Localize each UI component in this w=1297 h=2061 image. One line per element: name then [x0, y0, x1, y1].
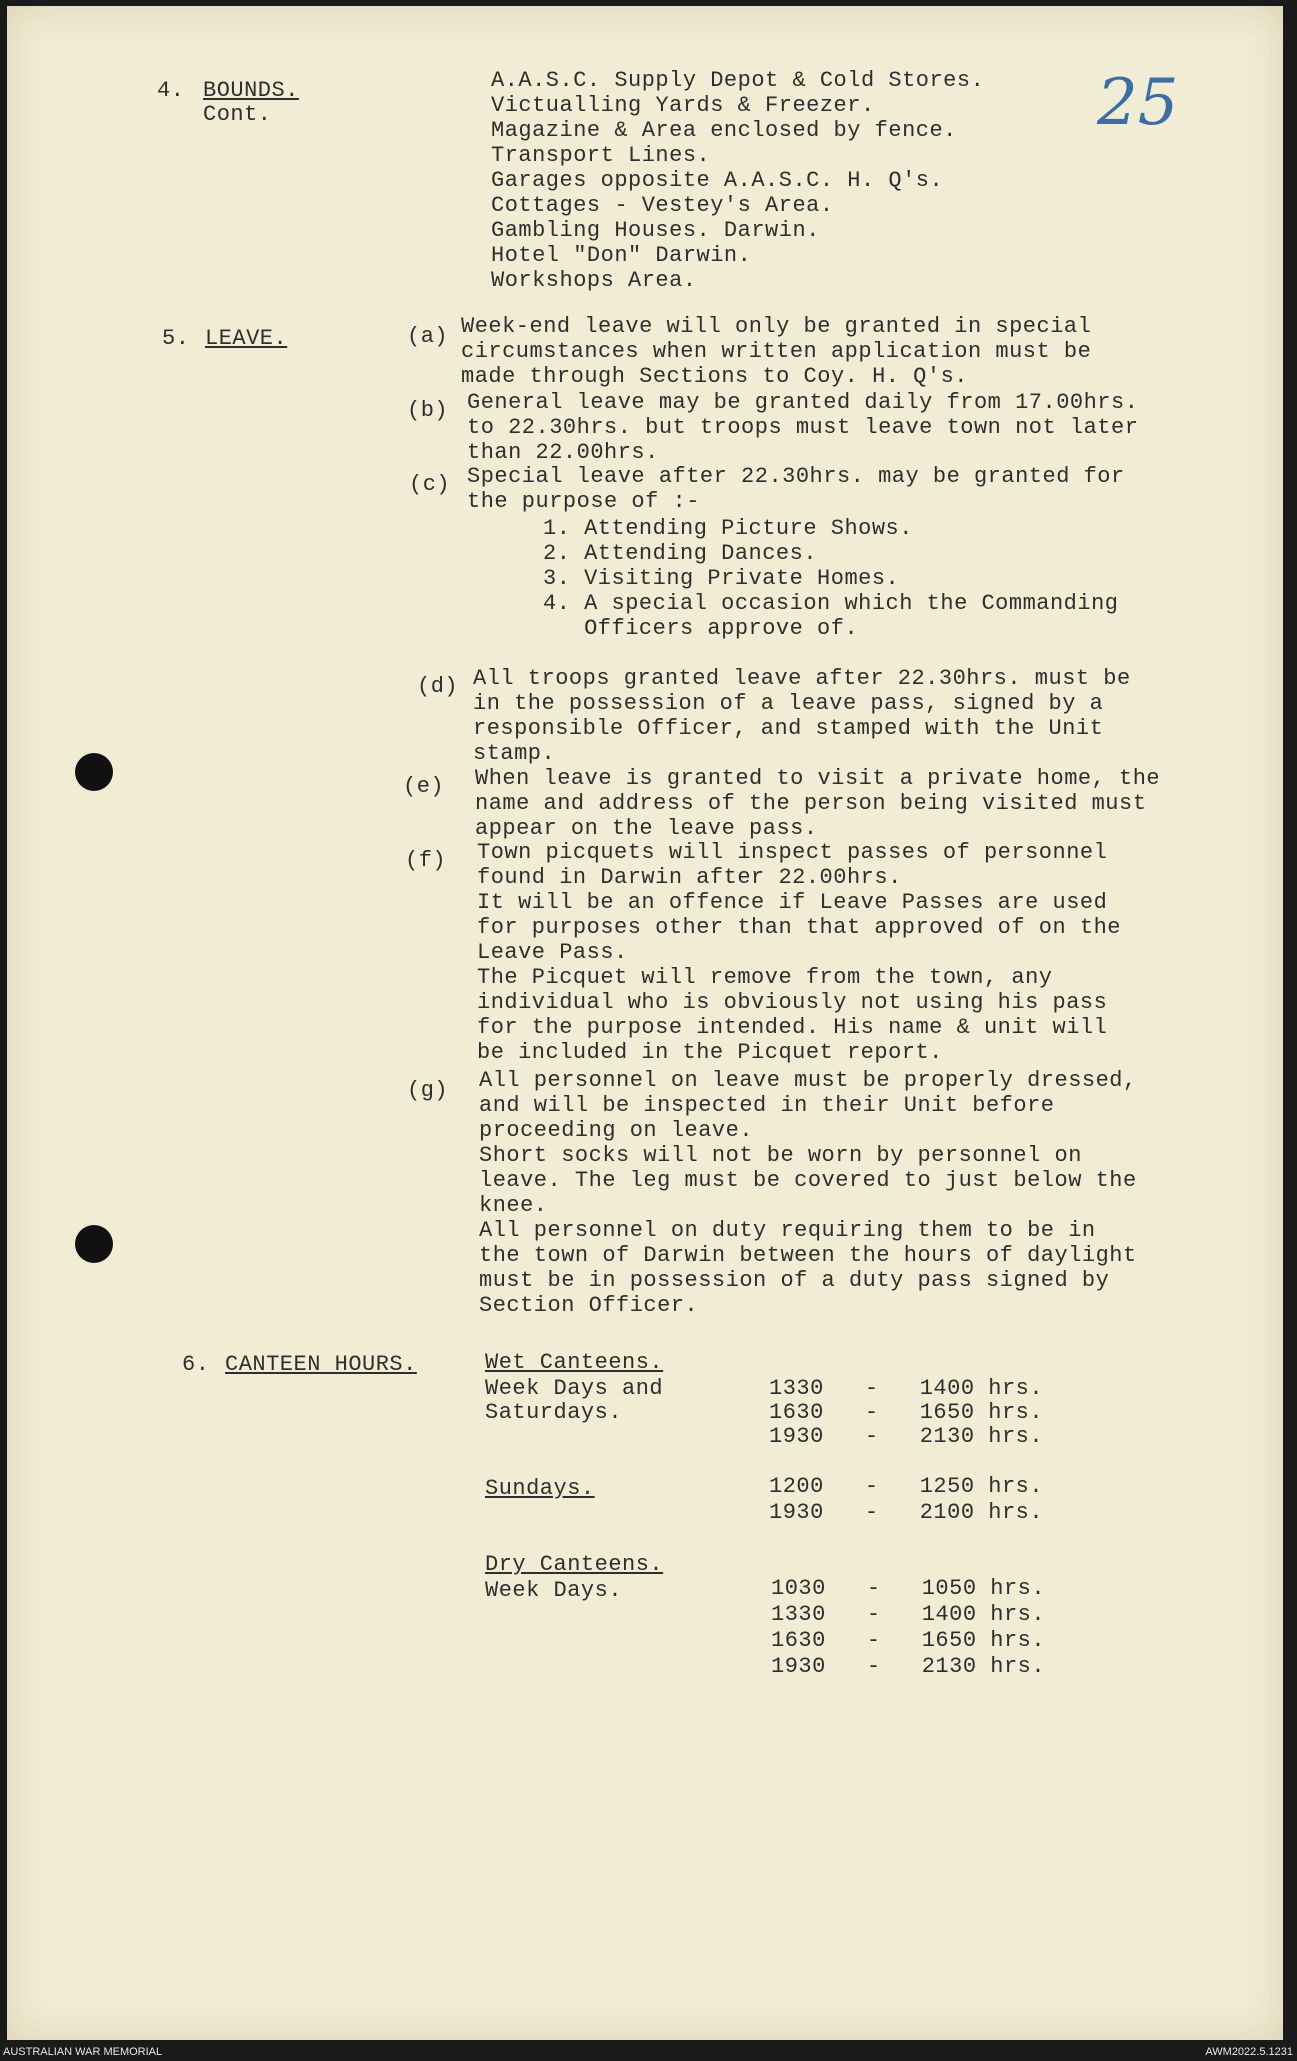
wet-days-label: Week Days and [485, 1376, 664, 1401]
text-line: Week-end leave will only be granted in special [461, 314, 1092, 339]
text-line: individual who is obviously not using his pass [477, 990, 1108, 1015]
punch-hole-bottom [75, 1225, 113, 1263]
sub-item: 4. A special occasion which the Commanding [543, 591, 1119, 616]
text-line: the purpose of :- [467, 489, 700, 514]
folio-number: 25 [1097, 66, 1179, 140]
s5-g-text [479, 1068, 1137, 1318]
s5-f-label: (f) [405, 848, 447, 873]
s4-item: Gambling Houses. Darwin. [491, 218, 820, 243]
hours-row: 1930 - 2100 hrs. [769, 1500, 1044, 1525]
text-line: circumstances when written application must be [461, 339, 1092, 364]
s4-cont: Cont. [203, 102, 272, 127]
s4-number: 4. [157, 78, 185, 103]
sub-item: 2. Attending Dances. [543, 541, 818, 566]
hours-row: 1630 - 1650 hrs. [769, 1400, 1044, 1425]
text-line: Town picquets will inspect passes of personnel [477, 840, 1108, 865]
s5-g-label: (g) [407, 1078, 449, 1103]
punch-hole-top [75, 753, 113, 791]
s4-heading: BOUNDS. [203, 78, 299, 103]
hours-row: 1630 - 1650 hrs. [771, 1628, 1046, 1653]
wet-canteens-heading: Wet Canteens. [485, 1350, 664, 1375]
s4-item: Victualling Yards & Freezer. [491, 93, 875, 118]
text-line: proceeding on leave. [479, 1118, 754, 1143]
s4-item: Workshops Area. [491, 268, 697, 293]
sub-item: 3. Visiting Private Homes. [543, 566, 900, 591]
text-line: be included in the Picquet report. [477, 1040, 943, 1065]
s4-list [491, 68, 984, 293]
text-line: Special leave after 22.30hrs. may be granted for [467, 464, 1125, 489]
text-line: found in Darwin after 22.00hrs. [477, 865, 902, 890]
text-line: All troops granted leave after 22.30hrs. must be [473, 666, 1131, 691]
s5-f-text [477, 840, 1121, 1065]
s4-item: Cottages - Vestey's Area. [491, 193, 834, 218]
sub-item: Officers approve of. [543, 616, 859, 641]
text-line: appear on the leave pass. [475, 816, 818, 841]
text-line: and will be inspected in their Unit before [479, 1093, 1055, 1118]
hours-row: 1030 - 1050 hrs. [771, 1576, 1046, 1601]
s4-item: Magazine & Area enclosed by fence. [491, 118, 957, 143]
text-line: Section Officer. [479, 1293, 699, 1318]
s6-heading: CANTEEN HOURS. [225, 1352, 417, 1377]
sub-item: 1. Attending Picture Shows. [543, 516, 913, 541]
s5-number: 5. [162, 326, 190, 351]
hours-row: 1330 - 1400 hrs. [769, 1376, 1044, 1401]
s6-number: 6. [182, 1352, 210, 1377]
hours-row: 1930 - 2130 hrs. [769, 1424, 1044, 1449]
s5-d-text [473, 666, 1131, 766]
sundays-heading: Sundays. [485, 1476, 595, 1501]
text-line: Leave Pass. [477, 940, 628, 965]
text-line: The Picquet will remove from the town, any [477, 965, 1053, 990]
text-line: All personnel on leave must be properly dressed, [479, 1068, 1137, 1093]
text-line: stamp. [473, 741, 556, 766]
text-line: made through Sections to Coy. H. Q's. [461, 364, 968, 389]
s4-item: A.A.S.C. Supply Depot & Cold Stores. [491, 68, 985, 93]
s5-a-label: (a) [407, 324, 449, 349]
dry-days-label: Week Days. [485, 1578, 623, 1603]
s5-e-text [475, 766, 1160, 841]
s5-c-text [467, 464, 1125, 514]
s4-item: Garages opposite A.A.S.C. H. Q's. [491, 168, 944, 193]
text-line: for the purpose intended. His name & unit will [477, 1015, 1108, 1040]
s5-c-sublist [543, 516, 1119, 641]
s5-b-text [467, 390, 1138, 465]
footer-archive-name: AUSTRALIAN WAR MEMORIAL [3, 2046, 163, 2058]
s5-c-label: (c) [409, 472, 451, 497]
text-line: It will be an offence if Leave Passes are used [477, 890, 1108, 915]
hours-row: 1330 - 1400 hrs. [771, 1602, 1046, 1627]
text-line: responsible Officer, and stamped with the Unit [473, 716, 1104, 741]
wet-saturdays-label: Saturdays. [485, 1400, 623, 1425]
text-line: in the possession of a leave pass, signed by a [473, 691, 1104, 716]
s4-item: Hotel "Don" Darwin. [491, 243, 752, 268]
text-line: Short socks will not be worn by personnel on [479, 1143, 1082, 1168]
hours-row: 1930 - 2130 hrs. [771, 1654, 1046, 1679]
hours-row: 1200 - 1250 hrs. [769, 1474, 1044, 1499]
text-line: must be in possession of a duty pass signed by [479, 1268, 1110, 1293]
s5-a-text [461, 314, 1091, 389]
footer-reference: AWM2022.5.1231 [1205, 2046, 1293, 2058]
text-line: knee. [479, 1193, 548, 1218]
text-line: General leave may be granted daily from 17.00hrs. [467, 390, 1139, 415]
text-line: When leave is granted to visit a private home, the [475, 766, 1161, 791]
s5-d-label: (d) [417, 674, 459, 699]
s5-heading: LEAVE. [205, 326, 288, 351]
text-line: leave. The leg must be covered to just below the [479, 1168, 1137, 1193]
s5-b-label: (b) [407, 398, 449, 423]
text-line: All personnel on duty requiring them to be in [479, 1218, 1096, 1243]
s4-item: Transport Lines. [491, 143, 711, 168]
dry-canteens-heading: Dry Canteens. [485, 1552, 664, 1577]
text-line: name and address of the person being visited must [475, 791, 1147, 816]
text-line: for purposes other than that approved of on the [477, 915, 1122, 940]
s5-e-label: (e) [403, 774, 445, 799]
text-line: the town of Darwin between the hours of daylight [479, 1243, 1137, 1268]
text-line: than 22.00hrs. [467, 440, 659, 465]
document-page [7, 6, 1283, 2040]
text-line: to 22.30hrs. but troops must leave town not later [467, 415, 1139, 440]
